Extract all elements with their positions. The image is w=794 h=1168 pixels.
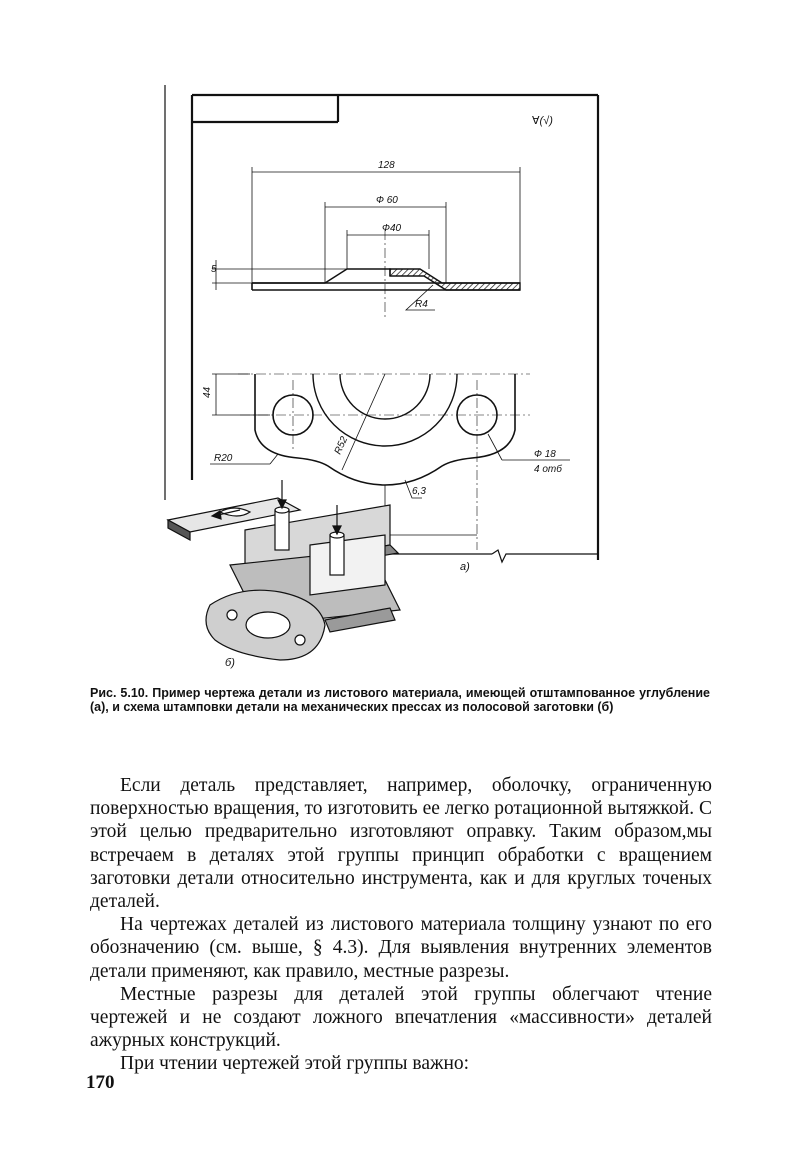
paragraph: Местные разрезы для деталей этой группы облегчают чтение чертежей и не создают ложного впечатления «массивности» деталей ажурных конструкций.	[90, 983, 712, 1052]
dim-hole: Ф 18	[534, 449, 556, 460]
roughness-mark: ∀(√)	[532, 115, 553, 127]
dim-hole-count: 4 отб	[534, 464, 562, 475]
dim-44: 44	[202, 386, 213, 398]
label-a: а)	[460, 561, 470, 573]
dim-roughness-63: 6,3	[412, 486, 426, 497]
technical-drawing	[150, 80, 610, 670]
dim-r4: R4	[415, 299, 428, 310]
dim-d40: Ф40	[382, 223, 402, 234]
dim-r52: R52	[332, 434, 351, 457]
paragraph: При чтении чертежей этой группы важно:	[120, 1053, 470, 1075]
label-b: б)	[225, 657, 235, 669]
page-number: 170	[86, 1072, 115, 1093]
dim-5: 5	[211, 264, 217, 275]
caption-text: Рис. 5.10. Пример чертежа детали из листового материала, имеющей отштампованное углубление (а), и схема штамповки детали на механических прессах из полосовой заготовки (б)	[90, 686, 710, 714]
stamping-scheme	[168, 480, 400, 660]
figure-caption	[90, 686, 710, 714]
dim-128: 128	[378, 160, 395, 171]
section-view	[252, 230, 520, 320]
dim-r20: R20	[214, 453, 233, 464]
paragraph: На чертежах деталей из листового материала толщину узнают по его обозначению (см. выше, § 4.3). Для выявления внутренних элементов детали применяют, как правило, местные разрезы.	[90, 914, 712, 982]
body-text	[90, 774, 712, 1076]
paragraph: Если деталь представляет, например, оболочку, ограниченную поверхностью вращения, то изготовить ее легко ротационной вытяжкой. С этой целью предварительно изготовляют оправку. Таким образом,мы встречаем в деталях этой группы принцип обработки с вращением заготовки детали относительно инструмента, как и для круглых точеных деталей.	[90, 775, 712, 913]
dim-d60: Ф 60	[376, 195, 398, 206]
drawing-frame	[165, 85, 598, 562]
